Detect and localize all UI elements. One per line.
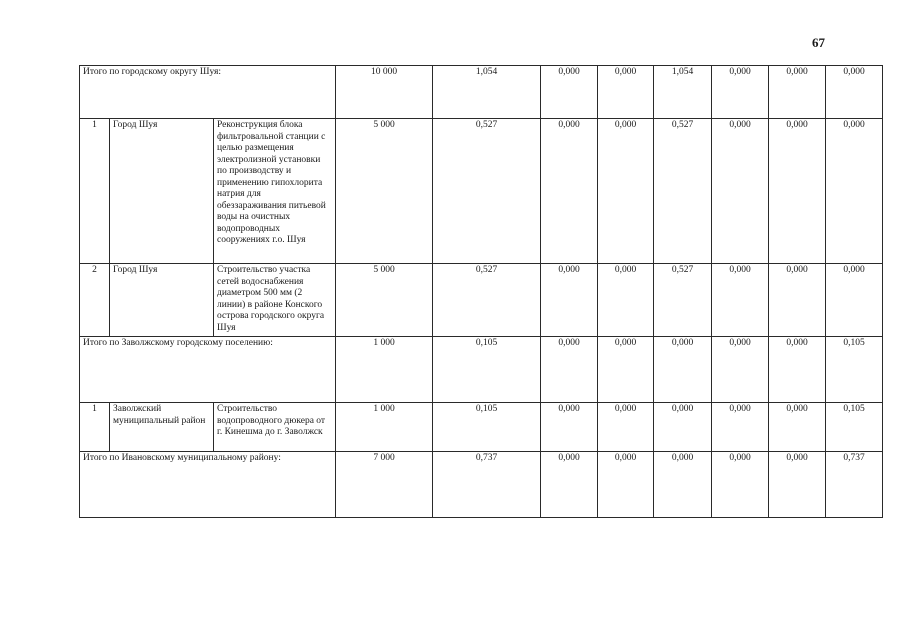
project-description-cell: Реконструкция блока фильтровальной станции с целью размещения электролизной установки по производству и применению гипохлорита натрия для обеззараживания питьевой воды на очистных водопроводных сооружениях г.о. Шуя [214, 119, 336, 264]
value-cell: 0,000 [541, 403, 598, 452]
table-row [80, 403, 883, 452]
project-description-cell: Строительство водопроводного дюкера от г. Кинешма до г. Заволжск [214, 403, 336, 452]
value-cell: 0,105 [433, 403, 541, 452]
row-number: 1 [80, 403, 110, 452]
total-label: Итого по Ивановскому муниципальному району: [80, 452, 336, 518]
value-cell: 0,000 [712, 264, 769, 337]
value-cell: 1,054 [654, 66, 712, 119]
value-cell: 0,000 [826, 119, 883, 264]
value-cell: 0,000 [598, 452, 654, 518]
budget-table [79, 65, 883, 518]
value-cell: 0,000 [826, 264, 883, 337]
value-cell: 0,000 [541, 337, 598, 403]
value-cell: 0,000 [598, 403, 654, 452]
amount-cell: 5 000 [336, 119, 433, 264]
value-cell: 0,737 [826, 452, 883, 518]
value-cell: 0,000 [769, 264, 826, 337]
value-cell: 0,000 [541, 452, 598, 518]
value-cell: 0,000 [769, 337, 826, 403]
value-cell: 0,527 [654, 264, 712, 337]
municipality-cell: Город Шуя [110, 264, 214, 337]
total-row [80, 452, 883, 518]
amount-cell: 10 000 [336, 66, 433, 119]
total-label: Итого по городскому округу Шуя: [80, 66, 336, 119]
value-cell: 0,000 [769, 66, 826, 119]
value-cell: 0,105 [826, 337, 883, 403]
value-cell: 0,737 [433, 452, 541, 518]
value-cell: 0,527 [433, 264, 541, 337]
value-cell: 0,000 [712, 403, 769, 452]
value-cell: 0,000 [541, 264, 598, 337]
total-row [80, 337, 883, 403]
value-cell: 0,000 [712, 119, 769, 264]
value-cell: 0,000 [541, 66, 598, 119]
value-cell: 0,000 [712, 66, 769, 119]
amount-cell: 1 000 [336, 403, 433, 452]
amount-cell: 7 000 [336, 452, 433, 518]
amount-cell: 1 000 [336, 337, 433, 403]
value-cell: 0,000 [598, 119, 654, 264]
value-cell: 0,000 [598, 66, 654, 119]
value-cell: 0,000 [712, 337, 769, 403]
value-cell: 0,000 [654, 403, 712, 452]
value-cell: 0,000 [769, 119, 826, 264]
project-description-cell: Строительство участка сетей водоснабжения диаметром 500 мм (2 линии) в районе Конского острова городского округа Шуя [214, 264, 336, 337]
value-cell: 0,000 [769, 403, 826, 452]
table-row [80, 119, 883, 264]
total-row [80, 66, 883, 119]
value-cell: 0,000 [654, 337, 712, 403]
table-row [80, 264, 883, 337]
value-cell: 0,527 [433, 119, 541, 264]
municipality-cell: Город Шуя [110, 119, 214, 264]
value-cell: 0,000 [654, 452, 712, 518]
value-cell: 0,105 [433, 337, 541, 403]
row-number: 1 [80, 119, 110, 264]
row-number: 2 [80, 264, 110, 337]
value-cell: 0,000 [712, 452, 769, 518]
value-cell: 0,000 [826, 66, 883, 119]
value-cell: 0,000 [598, 337, 654, 403]
amount-cell: 5 000 [336, 264, 433, 337]
value-cell: 0,527 [654, 119, 712, 264]
municipality-cell: Заволжский муниципальный район [110, 403, 214, 452]
page-number: 67 [812, 35, 825, 50]
total-label: Итого по Заволжскому городскому поселению: [80, 337, 336, 403]
value-cell: 0,000 [769, 452, 826, 518]
value-cell: 0,000 [541, 119, 598, 264]
value-cell: 1,054 [433, 66, 541, 119]
value-cell: 0,105 [826, 403, 883, 452]
value-cell: 0,000 [598, 264, 654, 337]
